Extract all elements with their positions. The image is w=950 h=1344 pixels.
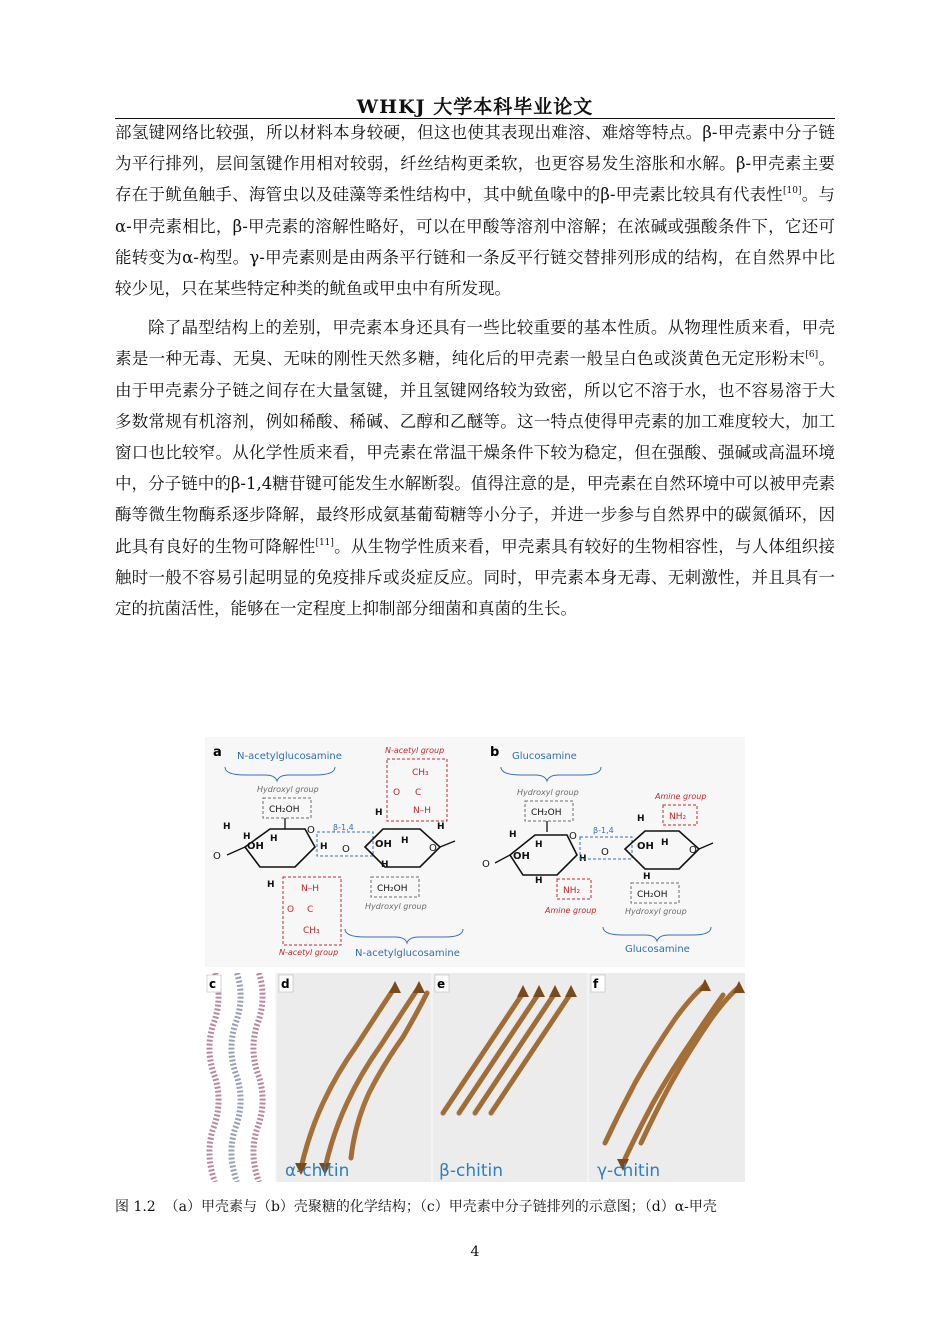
panel-a-acetyl-label-bottom: N-acetyl group (279, 948, 339, 957)
panel-a-unit-bottom: N-acetylglucosamine (355, 948, 460, 959)
panel-a-h-6: H (375, 808, 383, 818)
panel-a-ch3-top: CH₃ (412, 768, 429, 778)
panel-a-hydroxyl-label-bottom: Hydroxyl group (365, 902, 427, 911)
panel-b-h-7: H (643, 872, 651, 882)
panel-b-h-2: H (535, 840, 543, 850)
panel-b-ring-o-2: O (689, 845, 697, 856)
panel-a-bond-label: β-1,4 (333, 823, 354, 832)
paragraph-text: 。与α-甲壳素相比，β-甲壳素的溶解性略好，可以在甲酸等溶剂中溶解；在浓碱或强酸条件下，它还可能转变为α-构型。γ-甲壳素则是由两条平行链和一条反平行链交替排列形成的结构，在自然界中比较少见，只在某些特定种类的鱿鱼或甲虫中有所发现。 (115, 185, 836, 299)
panel-a-h-1: H (223, 822, 231, 832)
panel-a-h-5: H (320, 842, 328, 852)
panel-a-nh-top: N–H (413, 806, 431, 816)
panel-b-nh2-top: NH₂ (669, 812, 687, 822)
panel-a-h-3: H (270, 834, 278, 844)
citation: [10] (783, 186, 802, 197)
panel-a-h-9: H (381, 860, 389, 870)
panel-b-bridge-o: O (601, 847, 609, 858)
panel-b-hydroxyl-label-bottom: Hydroxyl group (625, 907, 687, 916)
paragraph-text: 除了晶型结构上的差别，甲壳素本身还具有一些比较重要的基本性质。从物理性质来看，甲壳素是一种无毒、无臭、无味的刚性天然多糖，纯化后的甲壳素一般呈白色或淡黄色无定形粉末 (115, 318, 835, 369)
panel-a-ch2oh-bottom: CH₂OH (377, 884, 408, 894)
panel-f-letter: f (593, 977, 599, 991)
paragraph-1 (115, 117, 835, 304)
panel-b-o-left: O (482, 859, 490, 870)
panel-b-h-6: H (661, 838, 669, 848)
body-text (115, 117, 835, 624)
figure-caption (115, 1197, 835, 1217)
panel-b-letter: b (490, 745, 500, 760)
panel-a-unit-top: N-acetylglucosamine (237, 751, 342, 762)
panel-b-oh-2: OH (637, 841, 654, 852)
figure-caption-text: 图 1.2 （a）甲壳素与（b）壳聚糖的化学结构；（c）甲壳素中分子链排列的示意图；（d）α-甲壳 (115, 1199, 717, 1215)
panel-a-h-2: H (243, 832, 251, 842)
panel-b-ch2oh-top: CH₂OH (531, 808, 562, 818)
figure-1-2 (205, 737, 745, 1182)
panel-b-ch2oh-bottom: CH₂OH (637, 890, 668, 900)
panel-a-o-bottom: O (287, 905, 295, 915)
paragraph-text: 部氢键网络比较强，所以材料本身较硬，但这也使其表现出难溶、难熔等特点。β-甲壳素中分子链为平行排列，层间氢键作用相对较弱，纤丝结构更柔软，也更容易发生溶胀和水解。β-甲壳素主要存在于鱿鱼触手、海管虫以及硅藻等柔性结构中，其中鱿鱼喙中的β-甲壳素比较具有代表性 (115, 123, 835, 205)
panel-b-h-4: H (579, 854, 587, 864)
panel-a-nh-bottom: N–H (301, 884, 319, 894)
panel-a-ch2oh-top: CH₂OH (269, 805, 300, 815)
panel-b-nh2-bottom: NH₂ (563, 886, 581, 896)
panel-d (277, 973, 431, 1182)
panel-a-c-bottom: C (307, 905, 314, 915)
panel-a-ring-o-1: O (307, 825, 315, 836)
panel-b-h-3: H (535, 876, 543, 886)
panel-b-ring-o-1: O (569, 831, 577, 842)
panel-d-label: α-chitin (285, 1161, 350, 1181)
panel-b-h-1: H (509, 830, 517, 840)
paragraph-text: 。从生物学性质来看，甲壳素具有较好的生物相容性，与人体组织接触时一般不容易引起明显的免疫排斥或炎症反应。同时，甲壳素本身无毒、无刺激性，并且具有一定的抗菌活性，能够在一定程度上抑制部分细菌和真菌的生长。 (115, 536, 836, 619)
panel-e (433, 973, 587, 1182)
panel-a-bridge-o: O (342, 844, 350, 855)
figure-chemical-structures (205, 737, 745, 967)
paragraph-text: 。由于甲壳素分子链之间存在大量氢键，并且氢键网络较为致密，所以它不溶于水，也不容易溶于大多数常规有机溶剂，例如稀酸、稀碱、乙醇和乙醚等。这一特点使得甲壳素的加工难度较大，加工窗口也比较窄。从化学性质来看，甲壳素在常温干燥条件下较为稳定，但在强酸、强碱或高温环境中，分子链中的β-1,4糖苷键可能发生水解断裂。值得注意的是，甲壳素在自然环境中可以被甲壳素酶等微生物酶系逐步降解，最终形成氨基葡萄糖等小分子，并进一步参与自然界中的碳氮循环，因此具有良好的生物可降解性 (115, 349, 836, 556)
panel-a-o-left: O (213, 851, 221, 862)
page-header: WHKJ 大学本科毕业论文 (356, 96, 594, 118)
panel-a-oh-1: OH (247, 841, 264, 852)
panel-b-unit-top: Glucosamine (512, 751, 577, 762)
panel-c-letter: c (209, 977, 217, 991)
figure-chain-arrangements (205, 973, 745, 1182)
panel-a-letter: a (213, 745, 222, 760)
panel-a-h-7: H (401, 836, 409, 846)
panel-b-unit-bottom: Glucosamine (625, 944, 690, 955)
panel-a-hydroxyl-label-top: Hydroxyl group (257, 785, 319, 794)
panel-b-oh-1: OH (513, 851, 530, 862)
panel-a-oh-2: OH (375, 839, 392, 850)
panel-f (589, 973, 745, 1182)
citation: [6] (805, 350, 819, 361)
panel-e-label: β-chitin (439, 1161, 503, 1181)
panel-b-bond-label: β-1,4 (593, 826, 614, 835)
panel-c (205, 973, 275, 1182)
citation: [11] (315, 537, 334, 548)
panel-a-o-top: O (393, 788, 401, 798)
panel-f-label: γ-chitin (597, 1161, 661, 1181)
page-number: 4 (470, 1244, 480, 1260)
panel-b-amine-label-top: Amine group (655, 792, 707, 801)
paragraph-2 (115, 312, 835, 624)
panel-a-acetyl-label-top: N-acetyl group (385, 746, 445, 755)
panel-a-ch3-bottom: CH₃ (303, 926, 320, 936)
panel-b-hydroxyl-label-top: Hydroxyl group (517, 788, 579, 797)
panel-a-h-4: H (267, 880, 275, 890)
panel-d-letter: d (281, 977, 290, 991)
panel-a-c-top: C (415, 788, 422, 798)
panel-a-h-8: H (437, 822, 445, 832)
panel-a-ring-o-2: O (429, 843, 437, 854)
panel-e-letter: e (437, 977, 446, 991)
panel-b-amine-label-bottom: Amine group (545, 906, 597, 915)
panel-b-h-5: H (637, 814, 645, 824)
